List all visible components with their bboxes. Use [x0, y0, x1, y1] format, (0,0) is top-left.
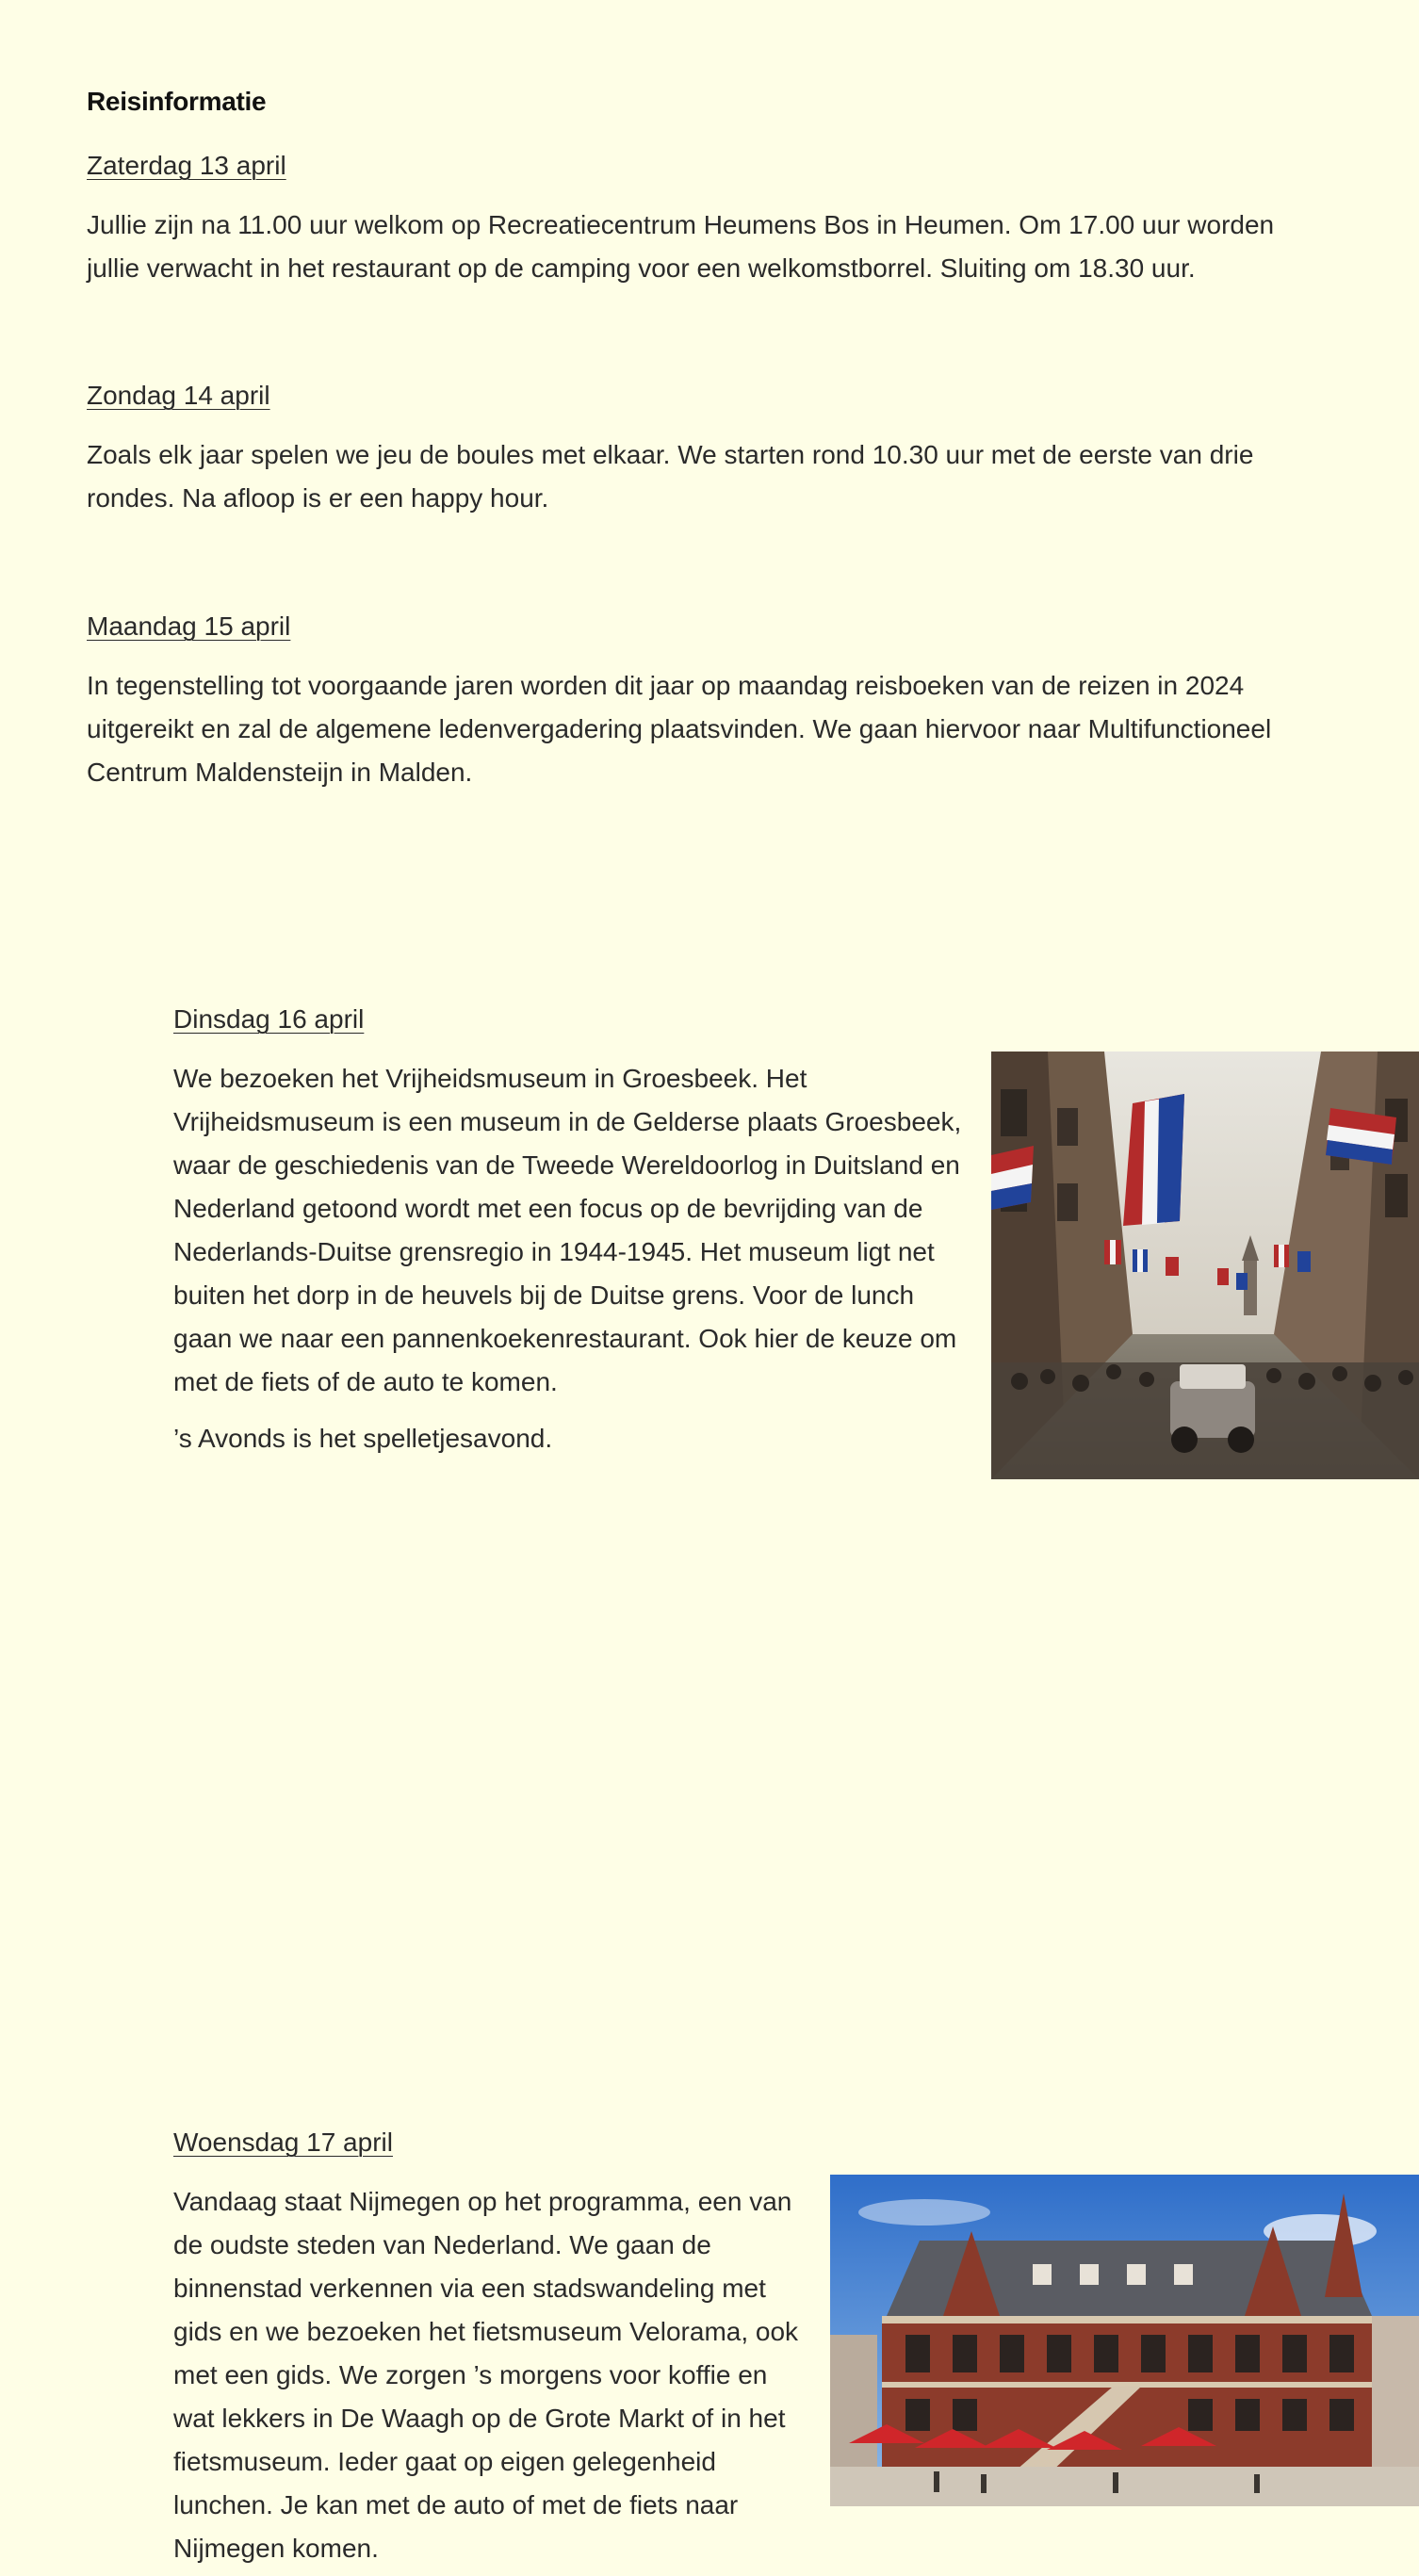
- day-heading: Woensdag 17 april: [173, 2128, 393, 2157]
- day-text-column: [173, 1057, 965, 1460]
- day-section-zaterdag: [87, 149, 1332, 290]
- de-waagh-photo: [830, 2175, 1419, 2506]
- day-heading: Maandag 15 april: [87, 611, 291, 641]
- day-section-zondag: [87, 379, 1332, 520]
- liberation-street-image: [991, 1052, 1419, 1479]
- de-waagh-image: [830, 2175, 1419, 2506]
- day-text-column: [173, 2180, 814, 2570]
- day-heading: Dinsdag 16 april: [173, 1004, 365, 1034]
- day-heading: Zondag 14 april: [87, 381, 270, 410]
- day-section-maandag: [87, 610, 1332, 794]
- day-paragraph: In tegenstelling tot voorgaande jaren worden dit jaar op maandag reisboeken van de reizen in 2024 uitgereikt en zal de algemene ledenvergadering plaatsvinden. We gaan hiervoor naar Multifunctioneel Centrum Maldensteijn in Malden.: [87, 671, 1272, 787]
- day-paragraph: We bezoeken het Vrijheidsmuseum in Groesbeek. Het Vrijheidsmuseum is een museum in de Gelderse plaats Groesbeek, waar de geschiedenis van de Tweede Wereldoorlog in Duitsland en Nederland getoond wordt met een focus op de bevrijding van de Nederlands-Duitse grensregio in 1944-1945. Het museum ligt net buiten het dorp in de heuvels bij de Duitse grens. Voor de lunch gaan we naar een pannenkoekenrestaurant. Ook hier de keuze om met de fiets of de auto te komen.: [173, 1064, 962, 1396]
- day-paragraph: Jullie zijn na 11.00 uur welkom op Recreatiecentrum Heumens Bos in Heumen. Om 17.00 uur worden jullie verwacht in het restaurant op de camping voor een welkomstborrel. Sluiting om 18.30 uur.: [87, 210, 1275, 283]
- day-section-dinsdag: [173, 1003, 1419, 1530]
- day-heading: Zaterdag 13 april: [87, 151, 286, 180]
- document-title: Reisinformatie: [87, 87, 267, 116]
- day-paragraph: Vandaag staat Nijmegen op het programma, een van de oudste steden van Nederland. We gaan de binnenstad verkennen via een stadswandeling met gids en we bezoeken het fietsmuseum Velorama, ook met een gids. We zorgen ’s morgens voor koffie en wat lekkers in De Waagh op de Grote Markt of in het fietsmuseum. Ieder gaat op eigen gelegenheid lunchen. Je kan met de auto of met de fiets naar Nijmegen komen.: [173, 2187, 799, 2563]
- day-paragraph: Zoals elk jaar spelen we jeu de boules met elkaar. We starten rond 10.30 uur met de eerste van drie rondes. Na afloop is er een happy hour.: [87, 440, 1254, 513]
- day-paragraph: ’s Avonds is het spelletjesavond.: [173, 1424, 553, 1453]
- day-section-woensdag: [173, 2126, 1419, 2576]
- liberation-street-photo: [991, 1052, 1419, 1479]
